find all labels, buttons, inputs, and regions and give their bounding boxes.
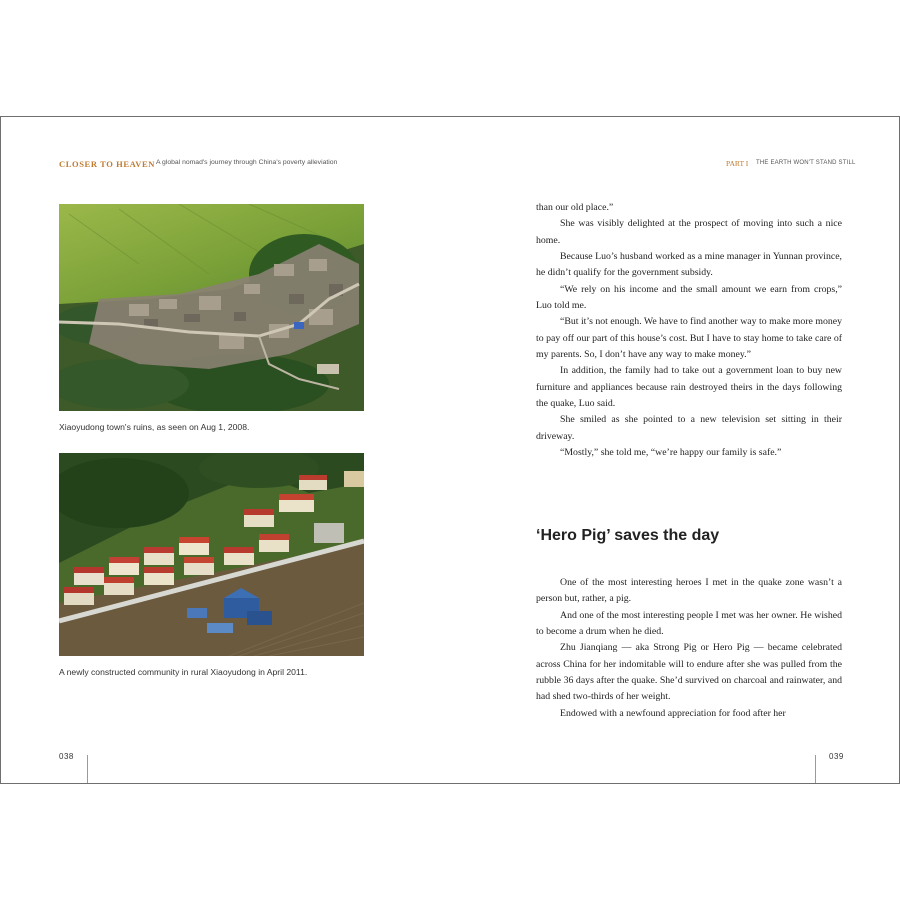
paragraph: She smiled as she pointed to a new television set sitting in their driveway. [536, 414, 842, 442]
paragraph: And one of the most interesting people I met was her owner. He wished to become a drum when he died. [536, 609, 842, 638]
figure-caption-ruins: Xiaoyudong town's ruins, as seen on Aug 1, 2008. [59, 422, 250, 432]
footer-rule-right [815, 755, 816, 783]
section-heading: ‘Hero Pig’ saves the day [536, 527, 720, 544]
running-head-part: PART I [726, 159, 749, 168]
figure-caption-community: A newly constructed community in rural Xiaoyudong in April 2011. [59, 667, 308, 677]
paragraph: “We rely on his income and the small amount we earn from crops,” Luo told me. [536, 283, 842, 312]
footer-rule-left [87, 755, 88, 783]
running-head-book-title: CLOSER TO HEAVEN [59, 159, 156, 169]
paragraph: Zhu Jianqiang — aka Strong Pig or Hero Pig — became celebrated across China for her indomitable will to endure after she was pulled from the rubble 36 days after the quake. She’d survived on charcoal and rainwater, and had shed two-thirds of her weight. [536, 642, 842, 703]
paragraph: Because Luo’s husband worked as a mine manager in Yunnan province, he didn’t qualify for the government subsidy. [536, 251, 842, 279]
page-number-left: 038 [59, 752, 74, 761]
running-head-chapter: THE EARTH WON'T STAND STILL [756, 160, 856, 166]
paragraph: One of the most interesting heroes I met in the quake zone wasn’t a person but, rather, a pig. [536, 577, 842, 605]
paragraph: than our old place.” [536, 202, 614, 213]
body-text-top [536, 200, 842, 462]
paragraph: She was visibly delighted at the prospect of moving into such a nice home. [536, 218, 842, 246]
paragraph: “But it’s not enough. We have to find another way to make more money to pay off our part of this house’s cost. But I have to stay home to take care of my parents. So, I don’t have any way to make money.” [536, 316, 842, 361]
body-text-bottom [536, 575, 842, 722]
running-head-subtitle: A global nomad's journey through China's poverty alleviation [156, 159, 338, 166]
paragraph: “Mostly,” she told me, “we’re happy our family is safe.” [560, 447, 782, 459]
photo-new-community [59, 453, 364, 656]
photo-town-ruins [59, 204, 364, 411]
page-number-right: 039 [829, 752, 844, 761]
paragraph: In addition, the family had to take out a government loan to buy new furniture and appliances because rain destroyed theirs in the days following the quake, Luo said. [536, 365, 842, 410]
paragraph: Endowed with a newfound appreciation for food after her [560, 707, 786, 719]
